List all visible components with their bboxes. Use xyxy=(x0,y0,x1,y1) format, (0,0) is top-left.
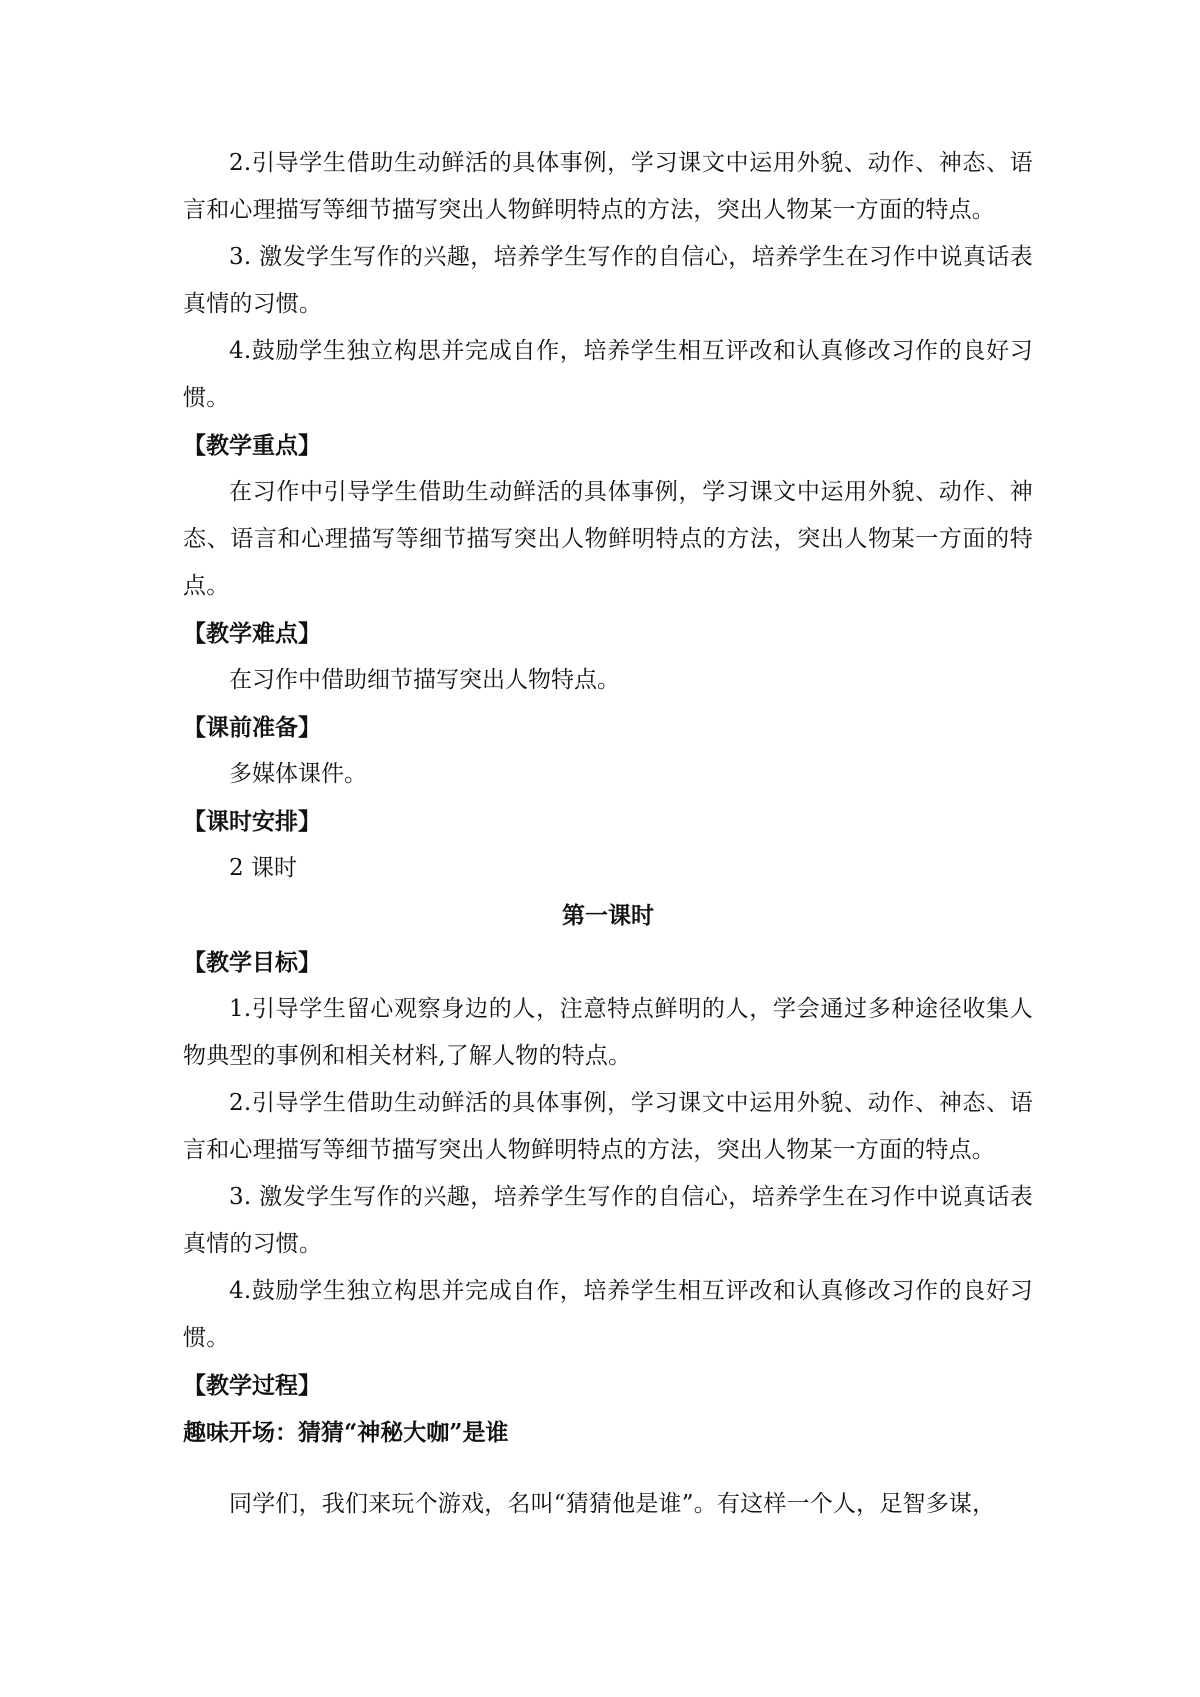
schedule-heading: 【课时安排】 xyxy=(183,808,321,835)
goal-item-1: 1.引导学生留心观察身边的人，注意特点鲜明的人，学会通过多种途径收集人物典型的事例和相关材料,了解人物的特点。 xyxy=(183,996,1033,1069)
opening-text: 同学们，我们来玩个游戏，名叫“猜猜他是谁”。有这样一个人，足智多谋， xyxy=(229,1491,996,1517)
preparation-text: 多媒体课件。 xyxy=(229,761,367,787)
objective-item-2: 2.引导学生借助生动鲜活的具体事例，学习课文中运用外貌、动作、神态、语言和心理描写等细节描写突出人物鲜明特点的方法，突出人物某一方面的特点。 xyxy=(183,150,1033,223)
difficulties-text: 在习作中借助细节描写突出人物特点。 xyxy=(229,667,620,693)
process-heading: 【教学过程】 xyxy=(183,1372,321,1399)
goal-item-3: 3. 激发学生写作的兴趣，培养学生写作的自信心，培养学生在习作中说真话表真情的习惯。 xyxy=(183,1184,1033,1257)
opening-heading: 趣味开场：猜猜“神秘大咖”是谁 xyxy=(183,1419,509,1446)
key-points-text: 在习作中引导学生借助生动鲜活的具体事例，学习课文中运用外貌、动作、神态、语言和心理描写等细节描写突出人物鲜明特点的方法，突出人物某一方面的特点。 xyxy=(183,479,1033,599)
difficulties-heading: 【教学难点】 xyxy=(183,620,321,647)
goal-item-2: 2.引导学生借助生动鲜活的具体事例，学习课文中运用外貌、动作、神态、语言和心理描写等细节描写突出人物鲜明特点的方法，突出人物某一方面的特点。 xyxy=(183,1090,1033,1163)
goal-item-4: 4.鼓励学生独立构思并完成自作，培养学生相互评改和认真修改习作的良好习惯。 xyxy=(183,1278,1033,1351)
lesson-title: 第一课时 xyxy=(562,902,654,929)
goals-heading: 【教学目标】 xyxy=(183,949,321,976)
objective-item-3: 3. 激发学生写作的兴趣，培养学生写作的自信心，培养学生在习作中说真话表真情的习惯。 xyxy=(183,244,1033,317)
key-points-heading: 【教学重点】 xyxy=(183,432,321,459)
preparation-heading: 【课前准备】 xyxy=(183,714,321,741)
schedule-text: 2 课时 xyxy=(229,855,297,881)
document-page xyxy=(183,140,1033,1528)
objective-item-4: 4.鼓励学生独立构思并完成自作，培养学生相互评改和认真修改习作的良好习惯。 xyxy=(183,338,1033,411)
